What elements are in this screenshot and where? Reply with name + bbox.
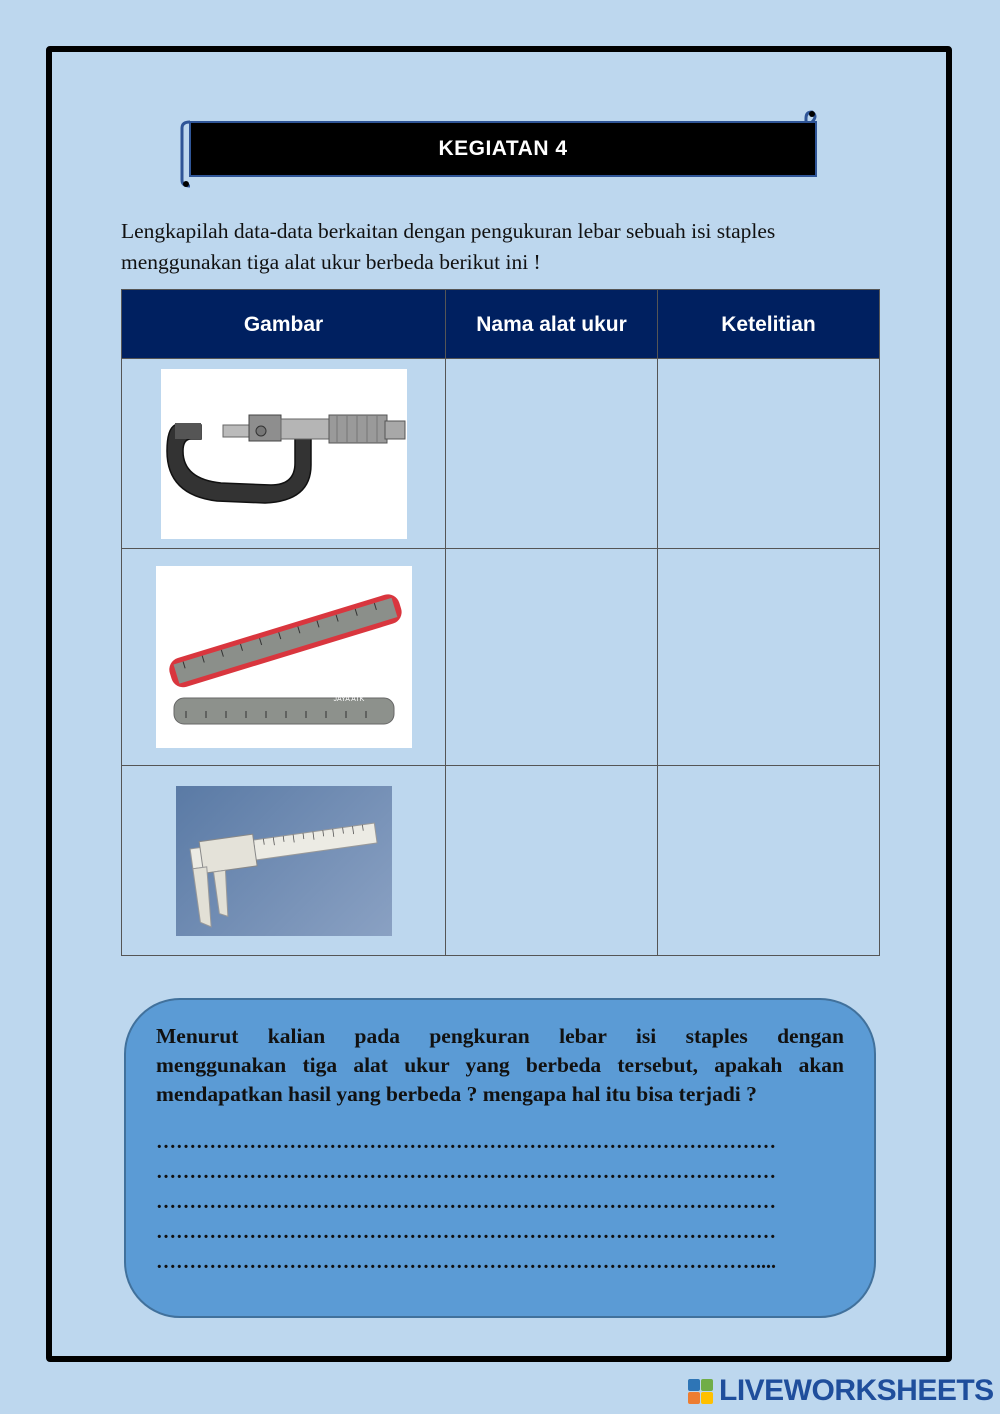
tool-name-cell[interactable] <box>446 766 658 956</box>
answer-line[interactable]: ………………………………………………………………………………… <box>156 1191 776 1213</box>
instructions <box>121 216 881 278</box>
answer-line[interactable]: ………………………………………………………………………………… <box>156 1161 776 1183</box>
image-cell <box>122 549 446 766</box>
header-tool-name: Nama alat ukur <box>446 290 658 359</box>
table-row <box>122 549 880 766</box>
header-image: Gambar <box>122 290 446 359</box>
table-header-row <box>122 290 880 359</box>
question-line-3: mendapatkan hasil yang berbeda ? mengapa hal itu bisa terjadi ? <box>156 1082 757 1106</box>
precision-cell[interactable] <box>658 359 880 549</box>
question-line-1: Menurut kalian pada pengkuran lebar isi staples dengan <box>156 1024 844 1048</box>
instructions-line-2: menggunakan tiga alat ukur berbeda berikut ini ! <box>121 250 541 274</box>
instructions-line-1: Lengkapilah data-data berkaitan dengan pengukuran lebar sebuah isi staples <box>121 219 776 243</box>
table-row <box>122 359 880 549</box>
discussion-box <box>124 998 876 1318</box>
measurement-table <box>121 289 880 956</box>
tool-name-cell[interactable] <box>446 359 658 549</box>
brand-name: LIVEWORKSHEETS <box>719 1374 994 1407</box>
caliper-image <box>176 786 392 936</box>
liveworksheets-brand <box>688 1374 994 1408</box>
header-precision: Ketelitian <box>658 290 880 359</box>
image-cell <box>122 766 446 956</box>
precision-cell[interactable] <box>658 766 880 956</box>
answer-line[interactable]: ……………………………………………………………………………….... <box>156 1251 776 1273</box>
micrometer-image <box>161 369 407 539</box>
ruler-brand-label: JAYA ATK <box>333 696 365 703</box>
question-line-2: menggunakan tiga alat ukur yang berbeda tersebut, apakah akan <box>156 1053 844 1077</box>
rulers-image <box>156 566 412 748</box>
answer-line[interactable]: ………………………………………………………………………………… <box>156 1131 776 1153</box>
activity-title: KEGIATAN 4 <box>438 137 568 160</box>
precision-cell[interactable] <box>658 549 880 766</box>
answer-line[interactable]: ………………………………………………………………………………… <box>156 1221 776 1243</box>
image-cell <box>122 359 446 549</box>
table-row <box>122 766 880 956</box>
tool-name-cell[interactable] <box>446 549 658 766</box>
liveworksheets-logo-icon <box>688 1379 713 1404</box>
